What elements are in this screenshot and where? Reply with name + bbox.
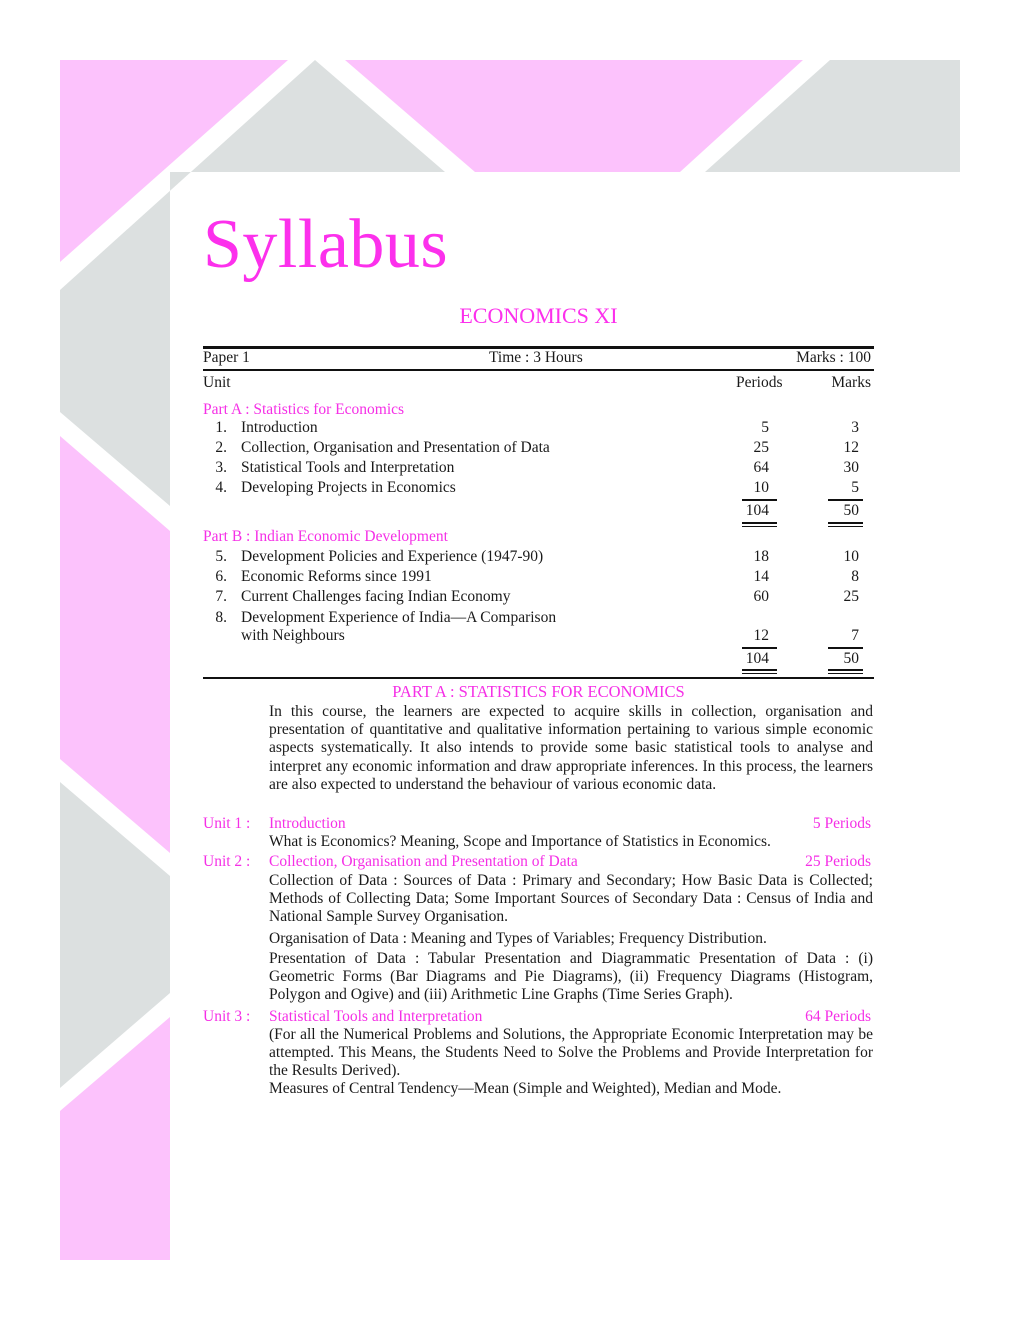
part-a-heading: Part A : Statistics for Economics bbox=[203, 401, 405, 418]
row-number: 8. bbox=[215, 609, 227, 626]
unit-1-text: What is Economics? Meaning, Scope and Importance of Statistics in Economics. bbox=[269, 833, 771, 850]
row-number: 1. bbox=[215, 419, 227, 436]
unit-3-text: (For all the Numerical Problems and Solutions, the Appropriate Economic Interpretation may be attempted. This Means, the Students Need to Solve the Problems and Provide Interpretation for the Results Derived). bbox=[269, 1026, 873, 1080]
row-title: Introduction bbox=[241, 419, 318, 436]
row-title: Current Challenges facing Indian Economy bbox=[241, 588, 511, 605]
part-a-total-periods: 104 bbox=[745, 502, 769, 519]
subject-title: ECONOMICS XI bbox=[459, 303, 618, 328]
row-marks: 30 bbox=[843, 459, 859, 476]
row-marks: 5 bbox=[851, 479, 859, 496]
row-periods: 12 bbox=[753, 627, 769, 644]
row-marks: 10 bbox=[843, 548, 859, 565]
row-number: 2. bbox=[215, 439, 227, 456]
table-bottom-rule bbox=[203, 677, 874, 679]
col-marks: Marks bbox=[831, 374, 871, 391]
decor-pink-shape bbox=[60, 436, 170, 853]
double-line bbox=[828, 673, 863, 675]
double-line bbox=[828, 526, 863, 528]
double-line bbox=[742, 526, 777, 528]
unit-3-periods: 64 Periods bbox=[805, 1008, 871, 1025]
double-line bbox=[742, 673, 777, 675]
unit-3-label: Unit 3 : bbox=[203, 1008, 251, 1025]
unit-2-periods: 25 Periods bbox=[805, 853, 871, 870]
row-title: Developing Projects in Economics bbox=[241, 479, 456, 496]
part-b-total-marks: 50 bbox=[843, 650, 859, 667]
row-marks: 3 bbox=[851, 419, 859, 436]
row-marks: 12 bbox=[843, 439, 859, 456]
row-number: 4. bbox=[215, 479, 227, 496]
row-periods: 18 bbox=[753, 548, 769, 565]
unit-1-label: Unit 1 : bbox=[203, 815, 251, 832]
row-marks: 8 bbox=[851, 568, 859, 585]
part-b-total-periods: 104 bbox=[745, 650, 769, 667]
row-periods: 10 bbox=[753, 479, 769, 496]
row-periods: 60 bbox=[753, 588, 769, 605]
unit-2-title: Collection, Organisation and Presentation of Data bbox=[269, 853, 578, 870]
unit-3-text: Measures of Central Tendency—Mean (Simple and Weighted), Median and Mode. bbox=[269, 1080, 782, 1097]
row-title-continued: with Neighbours bbox=[241, 627, 345, 644]
row-title: Economic Reforms since 1991 bbox=[241, 568, 432, 585]
unit-2-text: Presentation of Data : Tabular Presentation and Diagrammatic Presentation of Data : (i) Geometric Forms (Bar Diagrams and Pie Diagrams), (ii) Frequency Diagrams (Histogram, Polygon and Ogive) and (iii) Arithmetic Line Graphs (Time Series Graph). bbox=[269, 950, 873, 1004]
row-number: 3. bbox=[215, 459, 227, 476]
row-marks: 7 bbox=[851, 627, 859, 644]
row-number: 6. bbox=[215, 568, 227, 585]
unit-2-text: Organisation of Data : Meaning and Types of Variables; Frequency Distribution. bbox=[269, 930, 767, 947]
unit-2-label: Unit 2 : bbox=[203, 853, 251, 870]
unit-3-title: Statistical Tools and Interpretation bbox=[269, 1008, 483, 1025]
part-b-heading: Part B : Indian Economic Development bbox=[203, 528, 448, 545]
header-rule bbox=[203, 369, 874, 371]
unit-1-periods: 5 Periods bbox=[812, 815, 871, 832]
page-title: Syllabus bbox=[203, 206, 449, 283]
intro-paragraph: In this course, the learners are expected to acquire skills in collection, organisation and presentation of quantitative and qualitative information pertaining to various simple economic aspects systematically. It also intends to provide some basic statistical tools to analyse and interpret any economic information and draw appropriate inferences. In this process, the learners are also expected to understand the behaviour of various economic data. bbox=[269, 703, 873, 793]
unit-2-text: Collection of Data : Sources of Data : Primary and Secondary; How Basic Data is Collected; Methods of Collecting Data; Some Important Sources of Secondary Data : Census of India and National Sample Survey Organisation. bbox=[269, 872, 873, 926]
row-title: Collection, Organisation and Presentation of Data bbox=[241, 439, 550, 456]
marks-label: Marks : 100 bbox=[796, 349, 871, 366]
row-number: 5. bbox=[215, 548, 227, 565]
row-periods: 5 bbox=[761, 419, 769, 436]
section-heading: PART A : STATISTICS FOR ECONOMICS bbox=[392, 682, 685, 701]
row-title: Development Experience of India—A Comparison bbox=[241, 609, 557, 626]
row-marks: 25 bbox=[843, 588, 859, 605]
row-periods: 64 bbox=[753, 459, 769, 476]
part-a-total-marks: 50 bbox=[843, 502, 859, 519]
time-label: Time : 3 Hours bbox=[489, 349, 583, 366]
row-title: Statistical Tools and Interpretation bbox=[241, 459, 455, 476]
col-periods: Periods bbox=[736, 374, 783, 391]
unit-1-title: Introduction bbox=[269, 815, 346, 832]
double-line bbox=[828, 669, 863, 671]
row-title: Development Policies and Experience (1947-90) bbox=[241, 548, 544, 565]
double-line bbox=[742, 522, 777, 524]
paper-label: Paper 1 bbox=[203, 349, 250, 366]
row-periods: 14 bbox=[753, 568, 769, 585]
double-line bbox=[828, 522, 863, 524]
col-unit: Unit bbox=[203, 374, 231, 391]
row-number: 7. bbox=[215, 588, 227, 605]
double-line bbox=[742, 669, 777, 671]
row-periods: 25 bbox=[753, 439, 769, 456]
